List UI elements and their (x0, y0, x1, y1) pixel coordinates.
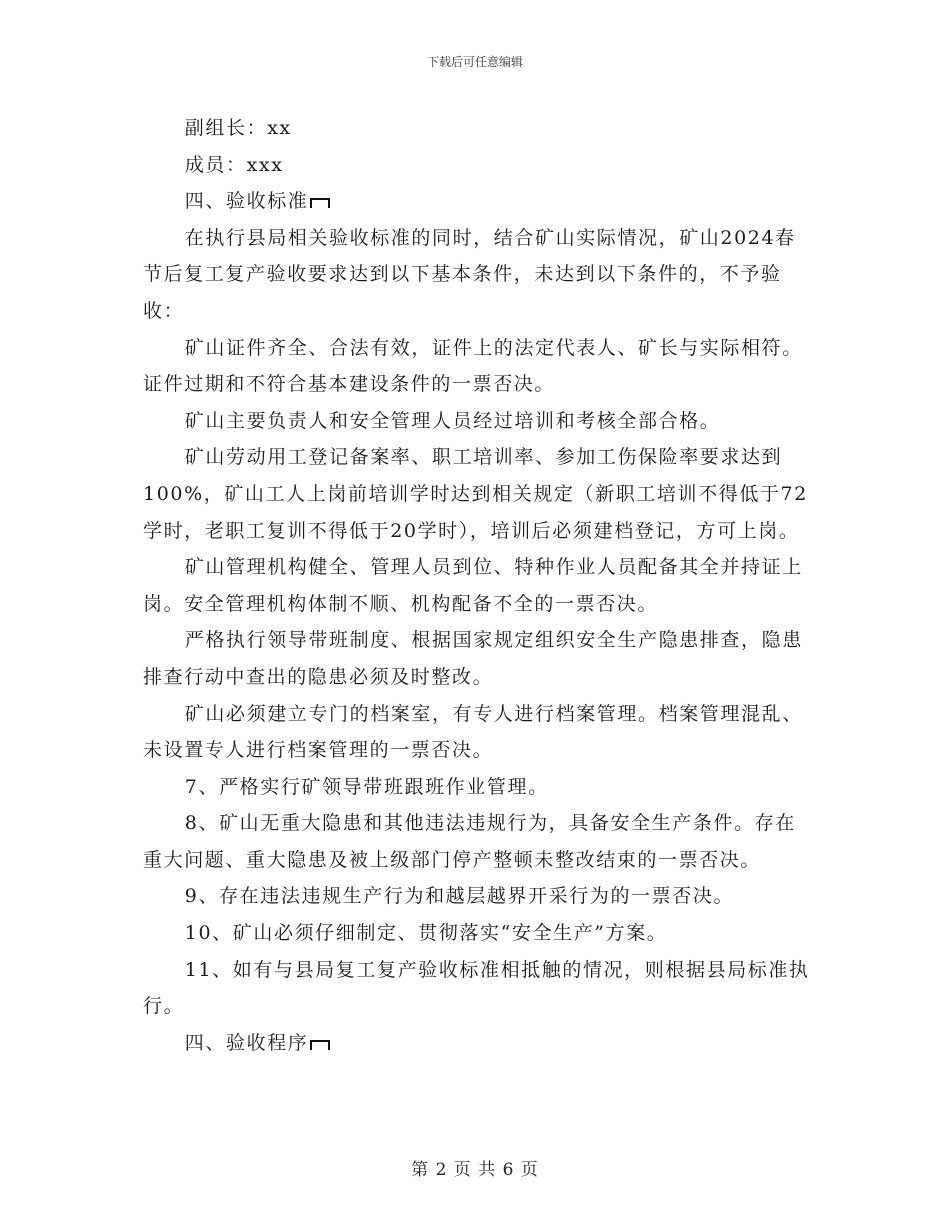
heading-mark-icon (310, 1040, 330, 1050)
paragraph-intro (143, 220, 811, 330)
document-body (143, 110, 811, 1061)
paragraph-text: 成员：xxx (184, 153, 284, 176)
paragraph-item-9 (143, 878, 811, 915)
page-header: 下载后可任意编辑 (426, 55, 523, 69)
paragraph-labor (143, 439, 811, 549)
paragraph-text: 矿山主要负责人和安全管理人员经过培训和考核全部合格。 (184, 409, 721, 432)
paragraph-training (143, 403, 811, 440)
paragraph-text: 副组长：xx (184, 117, 292, 139)
paragraph-item-8 (143, 805, 811, 878)
paragraph-text: 7、严格实行矿领导带班跟班作业管理。 (184, 775, 549, 798)
paragraph-text: 矿山证件齐全、合法有效，证件上的法定代表人、矿长与实际相符。证件过期和不符合基本建设条件的一票否决。 (143, 336, 803, 396)
paragraph-deputy-leader (143, 110, 811, 147)
paragraph-text: 矿山必须建立专门的档案室，有专人进行档案管理。档案管理混乱、未设置专人进行档案管理的一票否决。 (143, 702, 803, 762)
section-heading-acceptance-standard (143, 183, 811, 220)
heading-text: 四、验收程序 (184, 1031, 309, 1054)
paragraph-item-11 (143, 952, 811, 1025)
paragraph-shift-leadership (143, 622, 811, 695)
heading-text: 四、验收标准 (184, 190, 309, 213)
paragraph-item-10 (143, 915, 811, 952)
paragraph-item-7 (143, 769, 811, 806)
paragraph-members (143, 147, 811, 184)
paragraph-text: 8、矿山无重大隐患和其他违法违规行为，具备安全生产条件。存在重大问题、重大隐患及被上级部门停产整顿未整改结束的一票否决。 (143, 812, 796, 871)
paragraph-text: 严格执行领导带班制度、根据国家规定组织安全生产隐患排查，隐患排查行动中查出的隐患必须及时整改。 (143, 629, 803, 688)
paragraph-text: 矿山劳动用工登记备案率、职工培训率、参加工伤保险率要求达到100%，矿山工人上岗前培训学时达到相关规定（新职工培训不得低于72学时，老职工复训不得低于20学时），培训后必须建档登记，方可上岗。 (143, 446, 808, 542)
paragraph-text: 在执行县局相关验收标准的同时，结合矿山实际情况，矿山2024春节后复工复产验收要求达到以下基本条件，未达到以下条件的，不予验收： (143, 226, 796, 322)
section-heading-acceptance-procedure (143, 1025, 811, 1062)
paragraph-text: 矿山管理机构健全、管理人员到位、特种作业人员配备其全并持证上岗。安全管理机构体制不顺、机构配备不全的一票否决。 (143, 556, 803, 615)
paragraph-archives (143, 696, 811, 769)
paragraph-text: 11、如有与县局复工复产验收标准相抵触的情况，则根据县局标准执行。 (143, 958, 810, 1018)
paragraph-management (143, 549, 811, 622)
page-footer: 第 2 页 共 6 页 (411, 1160, 539, 1180)
heading-mark-icon (310, 198, 330, 208)
paragraph-text: 10、矿山必须仔细制定、贯彻落实“安全生产”方案。 (184, 922, 668, 945)
paragraph-text: 9、存在违法违规生产行为和越层越界开采行为的一票否决。 (184, 885, 735, 908)
paragraph-certificates (143, 330, 811, 403)
